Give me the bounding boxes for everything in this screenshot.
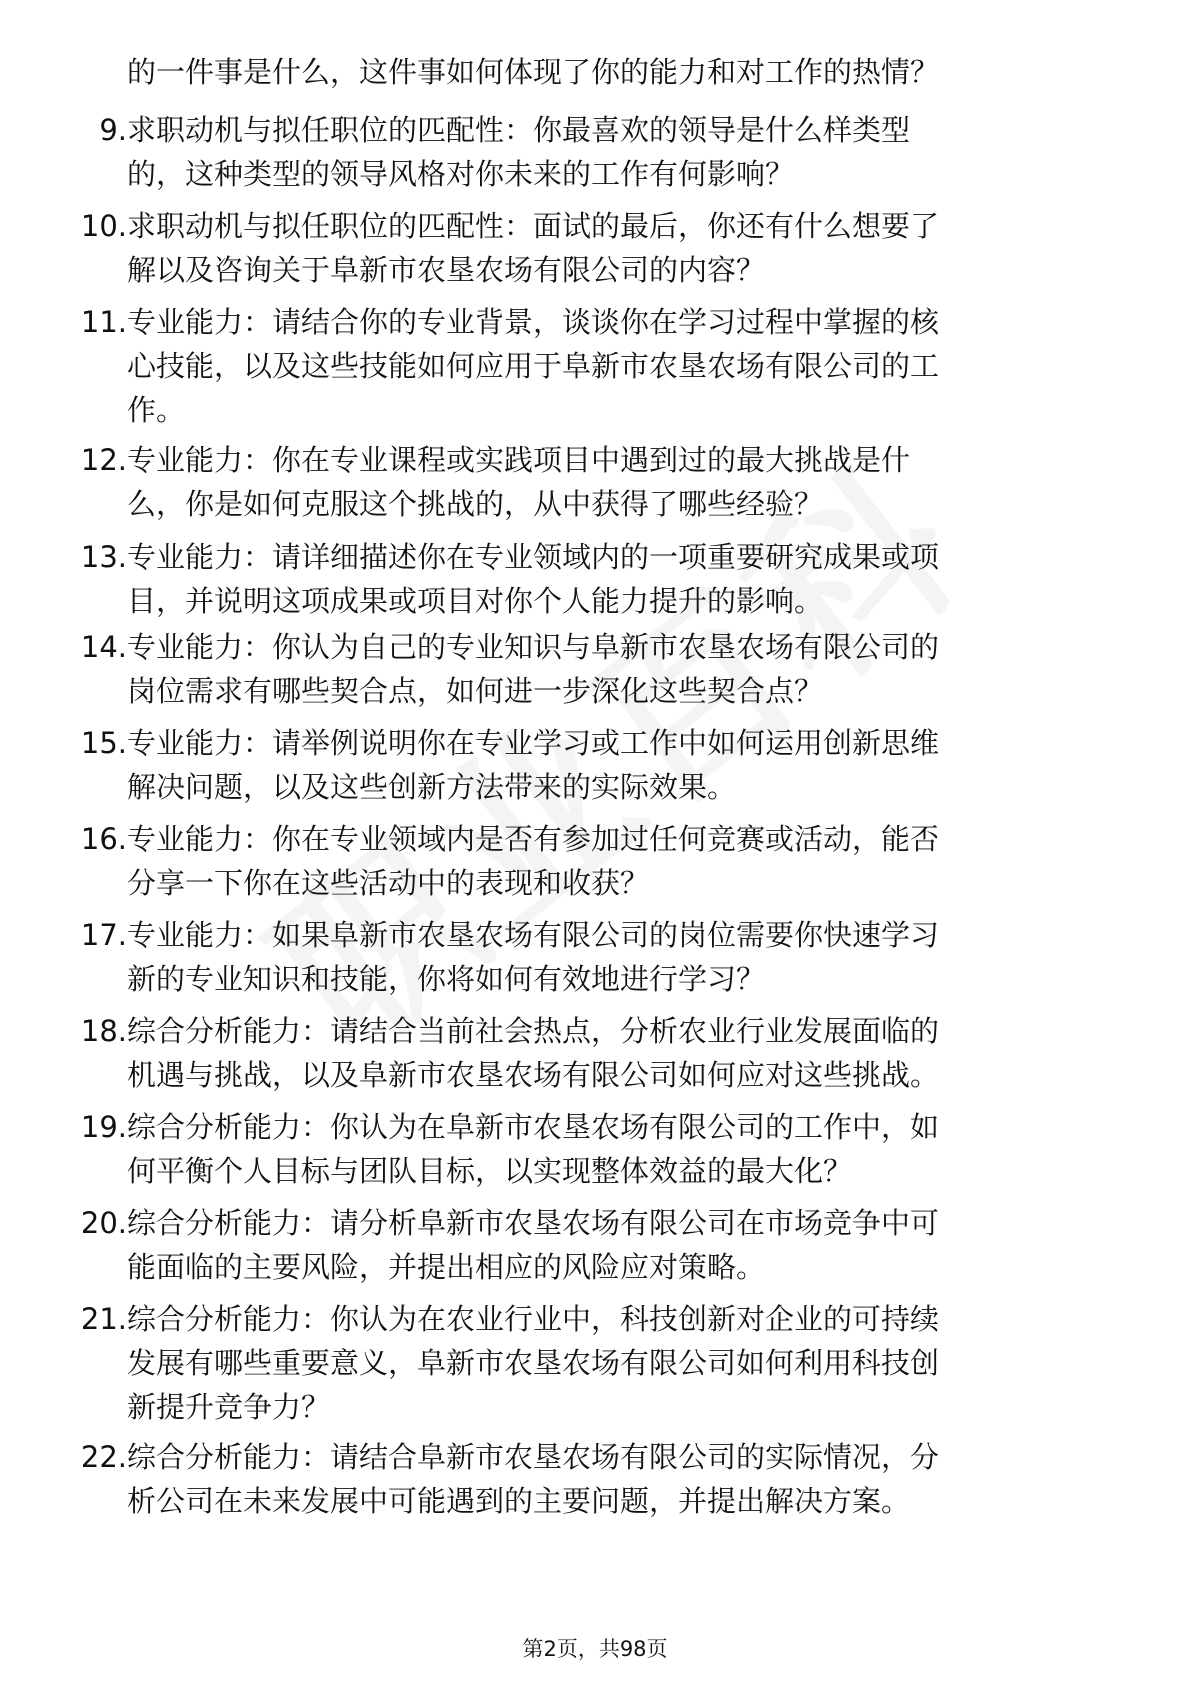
question-text [127, 817, 1117, 905]
question-number: 16. [80, 822, 127, 856]
question-number: 18. [80, 1014, 127, 1048]
question-line: 分享一下你在这些活动中的表现和收获？ [127, 866, 650, 900]
question-line: 综合分析能力：请结合当前社会热点，分析农业行业发展面临的 [127, 1014, 940, 1048]
question-line: 专业能力：你认为自己的专业知识与阜新市农垦农场有限公司的 [127, 630, 940, 664]
question-line: 综合分析能力：请分析阜新市农垦农场有限公司在市场竞争中可 [127, 1206, 940, 1240]
question-number: 10. [80, 209, 127, 243]
question-line: 专业能力：请结合你的专业背景，谈谈你在学习过程中掌握的核 [127, 305, 940, 339]
question-line: 能面临的主要风险，并提出相应的风险应对策略。 [127, 1250, 766, 1284]
question-text [127, 721, 1117, 809]
question-text [127, 1009, 1117, 1097]
question-text [127, 108, 1117, 196]
question-line: 新的专业知识和技能，你将如何有效地进行学习？ [127, 962, 766, 996]
question-line: 专业能力：你在专业课程或实践项目中遇到过的最大挑战是什 [127, 443, 911, 477]
question-line: 求职动机与拟任职位的匹配性：面试的最后，你还有什么想要了 [127, 209, 940, 243]
question-number: 13. [80, 540, 127, 574]
question-text [127, 1297, 1117, 1429]
question-number: 15. [80, 726, 127, 760]
question-line: 心技能，以及这些技能如何应用于阜新市农垦农场有限公司的工 [127, 349, 940, 383]
question-line: 么，你是如何克服这个挑战的，从中获得了哪些经验？ [127, 487, 824, 521]
question-text [127, 1435, 1117, 1523]
question-line: 专业能力：请举例说明你在专业学习或工作中如何运用创新思维 [127, 726, 940, 760]
question-text [127, 913, 1117, 1001]
question-number: 19. [80, 1110, 127, 1144]
continuation-line: 的一件事是什么，这件事如何体现了你的能力和对工作的热情？ [127, 55, 940, 89]
question-line: 新提升竞争力？ [127, 1390, 331, 1424]
question-number: 9. [99, 113, 127, 147]
question-text [127, 1105, 1117, 1193]
question-line: 求职动机与拟任职位的匹配性：你最喜欢的领导是什么样类型 [127, 113, 911, 147]
question-text [127, 438, 1117, 526]
page-footer: 第2页，共98页 [522, 1637, 668, 1661]
question-text [127, 1201, 1117, 1289]
question-line: 作。 [127, 393, 186, 427]
question-line: 专业能力：请详细描述你在专业领域内的一项重要研究成果或项 [127, 540, 940, 574]
question-text [127, 300, 1117, 432]
question-line: 综合分析能力：请结合阜新市农垦农场有限公司的实际情况，分 [127, 1440, 940, 1474]
question-line: 机遇与挑战，以及阜新市农垦农场有限公司如何应对这些挑战。 [127, 1058, 940, 1092]
question-line: 析公司在未来发展中可能遇到的主要问题，并提出解决方案。 [127, 1484, 911, 1518]
question-text [127, 204, 1117, 292]
question-number: 17. [80, 918, 127, 952]
question-number: 22. [80, 1440, 127, 1474]
question-number: 14. [80, 630, 127, 664]
question-number: 21. [80, 1302, 127, 1336]
question-line: 解以及咨询关于阜新市农垦农场有限公司的内容？ [127, 253, 766, 287]
question-text [127, 625, 1117, 713]
question-line: 何平衡个人目标与团队目标，以实现整体效益的最大化？ [127, 1154, 853, 1188]
question-number: 12. [80, 443, 127, 477]
question-line: 综合分析能力：你认为在农业行业中，科技创新对企业的可持续 [127, 1302, 940, 1336]
question-line: 专业能力：你在专业领域内是否有参加过任何竞赛或活动，能否 [127, 822, 940, 856]
question-line: 综合分析能力：你认为在阜新市农垦农场有限公司的工作中，如 [127, 1110, 940, 1144]
question-line: 专业能力：如果阜新市农垦农场有限公司的岗位需要你快速学习 [127, 918, 940, 952]
question-number: 20. [80, 1206, 127, 1240]
question-number: 11. [80, 305, 127, 339]
question-text [127, 535, 1117, 623]
question-line: 岗位需求有哪些契合点，如何进一步深化这些契合点？ [127, 674, 824, 708]
question-line: 的，这种类型的领导风格对你未来的工作有何影响？ [127, 157, 795, 191]
question-line: 解决问题，以及这些创新方法带来的实际效果。 [127, 770, 737, 804]
question-line: 发展有哪些重要意义，阜新市农垦农场有限公司如何利用科技创 [127, 1346, 940, 1380]
question-line: 目，并说明这项成果或项目对你个人能力提升的影响。 [127, 584, 824, 618]
